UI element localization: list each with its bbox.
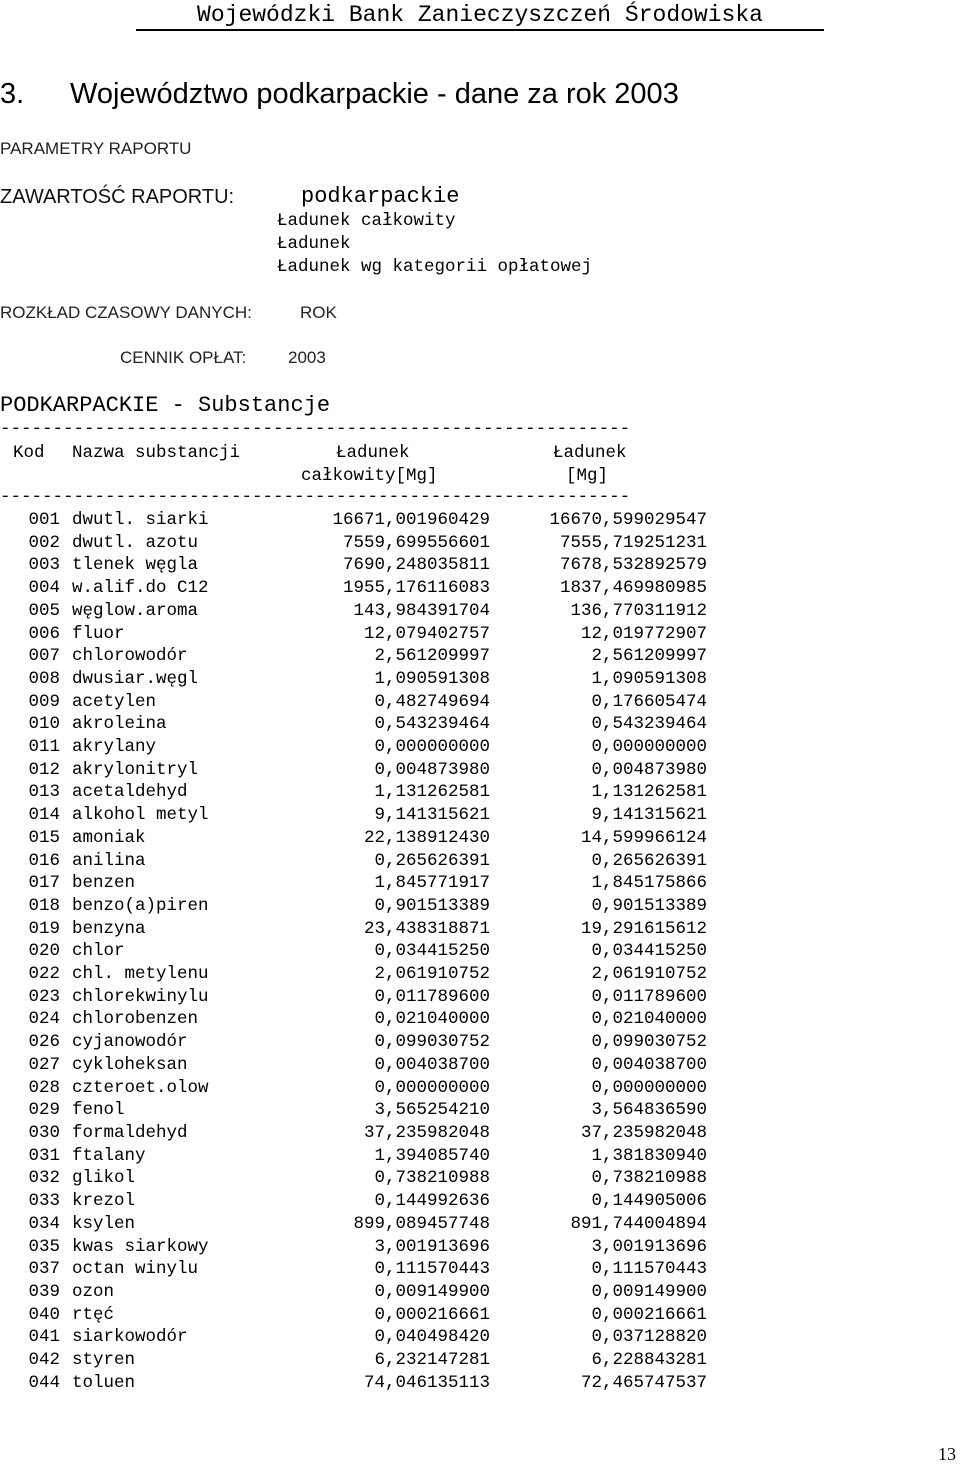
load-value: 9,141315621 xyxy=(591,805,707,826)
total-load-value: 143,984391704 xyxy=(353,600,490,621)
substance-name: chlorowodór xyxy=(72,646,188,667)
substance-code: 013 xyxy=(28,782,60,803)
total-load-value: 0,265626391 xyxy=(374,850,490,871)
substance-code: 016 xyxy=(28,850,60,871)
table-row xyxy=(0,1349,707,1372)
substance-name: glikol xyxy=(72,1168,136,1189)
substance-name: chlorobenzen xyxy=(72,1009,199,1030)
total-load-value: 0,000216661 xyxy=(374,1304,490,1325)
total-load-value: 1,090591308 xyxy=(374,668,490,689)
substance-name: formaldehyd xyxy=(72,1122,188,1143)
total-load-value: 2,061910752 xyxy=(374,964,490,985)
table-row xyxy=(0,713,707,736)
table-row xyxy=(0,554,707,577)
table-row xyxy=(0,1054,707,1077)
load-value: 0,176605474 xyxy=(591,691,707,712)
content-item-load-by-category: Ładunek wg kategorii opłatowej xyxy=(277,257,593,277)
table-row xyxy=(0,895,707,918)
substance-code: 040 xyxy=(28,1304,60,1325)
total-load-value: 0,099030752 xyxy=(374,1032,490,1053)
load-value: 0,099030752 xyxy=(591,1032,707,1053)
table-row xyxy=(0,850,707,873)
total-load-value: 1,394085740 xyxy=(374,1145,490,1166)
total-load-value: 74,046135113 xyxy=(363,1372,490,1393)
substance-code: 032 xyxy=(28,1168,60,1189)
substance-code: 006 xyxy=(28,623,60,644)
total-load-value: 1,845771917 xyxy=(374,873,490,894)
load-value: 0,009149900 xyxy=(591,1281,707,1302)
substance-name: acetylen xyxy=(72,691,157,712)
substance-name: fenol xyxy=(72,1100,125,1121)
table-row xyxy=(0,1281,707,1304)
substance-name: dwutl. azotu xyxy=(72,532,199,553)
substance-code: 029 xyxy=(28,1100,60,1121)
load-value: 6,228843281 xyxy=(591,1350,707,1371)
load-value: 0,034415250 xyxy=(591,941,707,962)
substance-code: 035 xyxy=(28,1236,60,1257)
load-value: 1,090591308 xyxy=(591,668,707,689)
load-value: 0,011789600 xyxy=(591,986,707,1007)
load-value: 1,845175866 xyxy=(591,873,707,894)
total-load-value: 0,000000000 xyxy=(374,737,490,758)
load-value: 0,004873980 xyxy=(591,759,707,780)
table-row xyxy=(0,827,707,850)
load-value: 0,111570443 xyxy=(591,1259,707,1280)
substance-code: 002 xyxy=(28,532,60,553)
total-load-value: 0,901513389 xyxy=(374,895,490,916)
table-row xyxy=(0,1099,707,1122)
substance-name: akroleina xyxy=(72,714,167,735)
load-value: 0,021040000 xyxy=(591,1009,707,1030)
load-value: 1,381830940 xyxy=(591,1145,707,1166)
substance-code: 004 xyxy=(28,578,60,599)
load-value: 0,738210988 xyxy=(591,1168,707,1189)
table-row xyxy=(0,1372,707,1395)
load-value: 7555,719251231 xyxy=(559,532,707,553)
header-nazwa: Nazwa substancji xyxy=(72,443,241,463)
table-row xyxy=(0,1167,707,1190)
table-row xyxy=(0,804,707,827)
substance-name: krezol xyxy=(72,1191,136,1212)
content-item-total-load: Ładunek całkowity xyxy=(277,211,456,231)
load-value: 0,543239464 xyxy=(591,714,707,735)
substance-name: chl. metylenu xyxy=(72,964,209,985)
substance-name: benzen xyxy=(72,873,136,894)
substance-code: 018 xyxy=(28,895,60,916)
substance-name: benzyna xyxy=(72,918,146,939)
total-load-value: 0,004038700 xyxy=(374,1054,490,1075)
total-load-value: 1,131262581 xyxy=(374,782,490,803)
substance-name: chlor xyxy=(72,941,125,962)
substance-code: 027 xyxy=(28,1054,60,1075)
table-row xyxy=(0,986,707,1009)
table-row xyxy=(0,1304,707,1327)
total-load-value: 0,040498420 xyxy=(374,1327,490,1348)
report-content-value: podkarpackie xyxy=(301,184,460,209)
substance-code: 005 xyxy=(28,600,60,621)
total-load-value: 23,438318871 xyxy=(363,918,490,939)
total-load-value: 3,565254210 xyxy=(374,1100,490,1121)
load-value: 0,000000000 xyxy=(591,1077,707,1098)
load-value: 16670,599029547 xyxy=(549,510,707,530)
substance-name: ozon xyxy=(72,1281,115,1302)
load-value: 136,770311912 xyxy=(570,600,707,621)
substance-code: 007 xyxy=(28,646,60,667)
total-load-value: 0,111570443 xyxy=(374,1259,490,1280)
substance-code: 024 xyxy=(28,1009,60,1030)
substance-code: 008 xyxy=(28,668,60,689)
total-load-value: 2,561209997 xyxy=(374,646,490,667)
table-row xyxy=(0,1236,707,1259)
total-load-value: 7559,699556601 xyxy=(342,532,490,553)
substance-code: 019 xyxy=(28,918,60,939)
time-distribution-value: ROK xyxy=(300,303,337,322)
table-row xyxy=(0,1122,707,1145)
section-title: Województwo podkarpackie - dane za rok 2003 xyxy=(70,78,679,110)
table-row xyxy=(0,1008,707,1031)
substance-name: amoniak xyxy=(72,827,146,848)
table-row xyxy=(0,736,707,759)
substance-name: węglow.aroma xyxy=(72,600,199,621)
substance-name: benzo(a)piren xyxy=(72,895,209,916)
substance-code: 026 xyxy=(28,1032,60,1053)
substance-code: 003 xyxy=(28,555,60,576)
header-col1-line2: całkowity[Mg] xyxy=(301,466,438,486)
substance-name: tlenek węgla xyxy=(72,555,199,576)
substance-name: fluor xyxy=(72,623,125,644)
total-load-value: 0,034415250 xyxy=(374,941,490,962)
header-underline xyxy=(136,29,824,31)
table-row xyxy=(0,1077,707,1100)
total-load-value: 0,482749694 xyxy=(374,691,490,712)
table-row xyxy=(0,1190,707,1213)
total-load-value: 3,001913696 xyxy=(374,1236,490,1257)
substance-name: kwas siarkowy xyxy=(72,1236,209,1257)
substance-code: 010 xyxy=(28,714,60,735)
substance-name: anilina xyxy=(72,850,146,871)
substance-code: 030 xyxy=(28,1122,60,1143)
table-separator-top: ------------------------------------------------------------ xyxy=(0,419,631,439)
substance-code: 037 xyxy=(28,1259,60,1280)
load-value: 0,265626391 xyxy=(591,850,707,871)
load-value: 37,235982048 xyxy=(580,1122,707,1143)
substance-code: 014 xyxy=(28,805,60,826)
total-load-value: 7690,248035811 xyxy=(342,555,490,576)
substance-code: 028 xyxy=(28,1077,60,1098)
substance-name: akrylonitryl xyxy=(72,759,199,780)
substance-code: 009 xyxy=(28,691,60,712)
table-row xyxy=(0,1145,707,1168)
load-value: 7678,532892579 xyxy=(559,555,707,576)
table-row xyxy=(0,918,707,941)
substances-table-body xyxy=(0,509,707,1394)
time-distribution-label: ROZKŁAD CZASOWY DANYCH: xyxy=(0,303,252,322)
substance-code: 034 xyxy=(28,1213,60,1234)
page-number: 13 xyxy=(938,1444,956,1464)
table-row xyxy=(0,1213,707,1236)
substance-name: rtęć xyxy=(72,1304,115,1325)
load-value: 0,901513389 xyxy=(591,895,707,916)
header-col1-line1: Ładunek xyxy=(336,443,410,463)
substance-code: 039 xyxy=(28,1281,60,1302)
content-item-load: Ładunek xyxy=(277,234,351,254)
total-load-value: 1955,176116083 xyxy=(342,578,490,599)
substance-name: styren xyxy=(72,1350,136,1371)
substance-code: 044 xyxy=(28,1372,60,1393)
table-row xyxy=(0,623,707,646)
total-load-value: 12,079402757 xyxy=(363,623,490,644)
report-content-label: ZAWARTOŚĆ RAPORTU: xyxy=(0,186,235,208)
total-load-value: 16671,001960429 xyxy=(332,510,490,530)
substance-name: acetaldehyd xyxy=(72,782,188,803)
substance-name: dwusiar.węgl xyxy=(72,668,199,689)
substance-code: 042 xyxy=(28,1350,60,1371)
load-value: 1837,469980985 xyxy=(559,578,707,599)
load-value: 0,004038700 xyxy=(591,1054,707,1075)
substance-code: 022 xyxy=(28,964,60,985)
total-load-value: 37,235982048 xyxy=(363,1122,490,1143)
load-value: 19,291615612 xyxy=(580,918,707,939)
total-load-value: 0,011789600 xyxy=(374,986,490,1007)
substance-name: alkohol metyl xyxy=(72,805,209,826)
substance-name: cykloheksan xyxy=(72,1054,188,1075)
table-row xyxy=(0,759,707,782)
table-row xyxy=(0,509,707,532)
substance-name: chlorekwinylu xyxy=(72,986,209,1007)
total-load-value: 0,004873980 xyxy=(374,759,490,780)
load-value: 891,744004894 xyxy=(570,1213,707,1234)
table-row xyxy=(0,577,707,600)
table-separator-bottom: ------------------------------------------------------------ xyxy=(0,487,631,507)
price-list-value: 2003 xyxy=(288,348,326,367)
load-value: 0,037128820 xyxy=(591,1327,707,1348)
substance-code: 017 xyxy=(28,873,60,894)
load-value: 2,561209997 xyxy=(591,646,707,667)
substance-name: w.alif.do C12 xyxy=(72,578,209,599)
table-row xyxy=(0,781,707,804)
section-number: 3. xyxy=(0,78,25,110)
price-list-label: CENNIK OPŁAT: xyxy=(120,348,247,367)
table-row xyxy=(0,963,707,986)
table-row xyxy=(0,600,707,623)
substance-code: 041 xyxy=(28,1327,60,1348)
load-value: 3,001913696 xyxy=(591,1236,707,1257)
document-header-title: Wojewódzki Bank Zanieczyszczeń Środowiska xyxy=(197,2,763,28)
total-load-value: 0,000000000 xyxy=(374,1077,490,1098)
substance-name: dwutl. siarki xyxy=(72,510,209,530)
header-kod: Kod xyxy=(13,443,45,463)
total-load-value: 899,089457748 xyxy=(353,1213,490,1234)
substance-name: ksylen xyxy=(72,1213,136,1234)
substance-name: siarkowodór xyxy=(72,1327,188,1348)
substance-name: octan winylu xyxy=(72,1259,199,1280)
substance-name: toluen xyxy=(72,1372,136,1393)
header-col2-line1: Ładunek xyxy=(553,443,627,463)
table-row xyxy=(0,872,707,895)
substance-code: 011 xyxy=(28,737,60,758)
header-col2-line2: [Mg] xyxy=(566,466,609,486)
load-value: 12,019772907 xyxy=(580,623,707,644)
substance-code: 012 xyxy=(28,759,60,780)
total-load-value: 6,232147281 xyxy=(374,1350,490,1371)
table-row xyxy=(0,1031,707,1054)
total-load-value: 0,543239464 xyxy=(374,714,490,735)
table-title: PODKARPACKIE - Substancje xyxy=(0,393,331,418)
load-value: 14,599966124 xyxy=(580,827,707,848)
load-value: 3,564836590 xyxy=(591,1100,707,1121)
total-load-value: 0,738210988 xyxy=(374,1168,490,1189)
substance-code: 020 xyxy=(28,941,60,962)
load-value: 72,465747537 xyxy=(580,1372,707,1393)
substance-code: 033 xyxy=(28,1191,60,1212)
substance-name: cyjanowodór xyxy=(72,1032,188,1053)
section-heading xyxy=(0,78,679,110)
table-row xyxy=(0,1258,707,1281)
substance-name: czteroet.olow xyxy=(72,1077,209,1098)
substance-name: ftalany xyxy=(72,1145,146,1166)
table-row xyxy=(0,1326,707,1349)
substance-code: 015 xyxy=(28,827,60,848)
table-row xyxy=(0,940,707,963)
total-load-value: 22,138912430 xyxy=(363,827,490,848)
total-load-value: 0,021040000 xyxy=(374,1009,490,1030)
load-value: 2,061910752 xyxy=(591,964,707,985)
substance-code: 023 xyxy=(28,986,60,1007)
load-value: 0,144905006 xyxy=(591,1191,707,1212)
load-value: 1,131262581 xyxy=(591,782,707,803)
report-params-heading: PARAMETRY RAPORTU xyxy=(0,139,192,158)
table-row xyxy=(0,668,707,691)
substances-table xyxy=(0,509,707,1394)
substance-code: 031 xyxy=(28,1145,60,1166)
substance-name: akrylany xyxy=(72,737,157,758)
total-load-value: 9,141315621 xyxy=(374,805,490,826)
substance-code: 001 xyxy=(28,510,60,530)
total-load-value: 0,009149900 xyxy=(374,1281,490,1302)
table-row xyxy=(0,532,707,555)
total-load-value: 0,144992636 xyxy=(374,1191,490,1212)
table-row xyxy=(0,645,707,668)
load-value: 0,000216661 xyxy=(591,1304,707,1325)
load-value: 0,000000000 xyxy=(591,737,707,758)
table-row xyxy=(0,691,707,714)
